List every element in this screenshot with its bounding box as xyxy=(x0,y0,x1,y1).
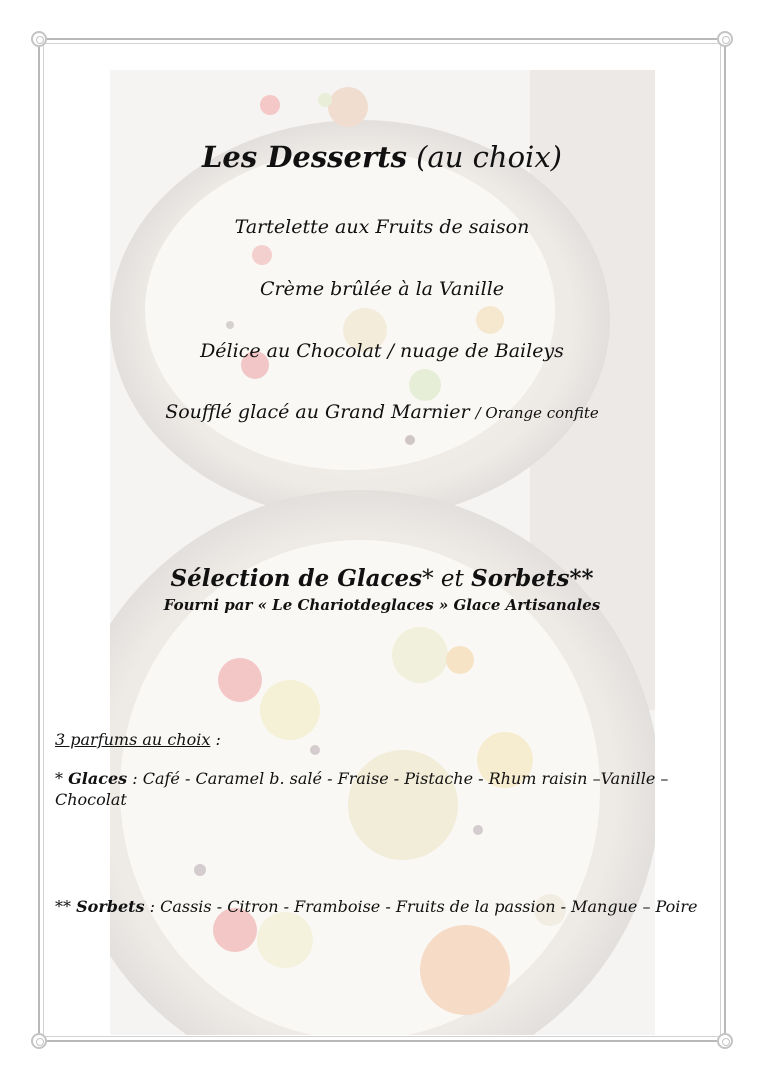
sorbets-prefix: ** xyxy=(55,897,77,916)
dish-extra: / Orange confite xyxy=(475,404,599,422)
glaces-prefix: * xyxy=(55,769,69,788)
glaces-list xyxy=(55,768,715,810)
corner-ornament-top-right xyxy=(717,31,733,47)
sorbets-flavors: : Cassis - Citron - Framboise - Fruits de la passion - Mangue – Poire xyxy=(144,897,698,916)
dish-item xyxy=(0,340,764,362)
dish-name: Soufflé glacé au Grand Marnier xyxy=(165,401,470,423)
glaces-title-part: Sélection de Glaces xyxy=(170,565,423,592)
ice-cream-supplier: Fourni par « Le Chariotdeglaces » Glace Artisanales xyxy=(163,596,601,614)
sorbets-label: Sorbets xyxy=(76,897,145,916)
ice-cream-section-title xyxy=(0,565,764,592)
corner-ornament-top-left xyxy=(31,31,47,47)
sorbets-list xyxy=(55,896,715,917)
page-border-inner xyxy=(43,43,721,1037)
menu-title-suffix: (au choix) xyxy=(416,140,562,174)
menu-title xyxy=(0,140,764,174)
glaces-label: Glaces xyxy=(68,769,128,788)
choice-line xyxy=(55,729,715,750)
sorbets-title-part: Sorbets xyxy=(471,565,570,592)
dish-name: Crème brûlée à la Vanille xyxy=(259,278,505,300)
glaces-asterisk: * xyxy=(422,566,434,592)
dish-name: Tartelette aux Fruits de saison xyxy=(234,216,530,238)
choice-label: 3 parfums au choix xyxy=(55,730,211,749)
glaces-conjunction: et xyxy=(433,566,472,592)
corner-ornament-bottom-left xyxy=(31,1033,47,1049)
corner-ornament-bottom-right xyxy=(717,1033,733,1049)
menu-title-main: Les Desserts xyxy=(201,140,407,174)
dish-item xyxy=(0,278,764,300)
glaces-flavors: : Café - Caramel b. salé - Fraise - Pistache - Rhum raisin –Vanille – Chocolat xyxy=(55,769,669,809)
dish-item xyxy=(0,401,764,423)
dish-item xyxy=(0,216,764,238)
choice-colon: : xyxy=(210,730,221,749)
dish-name: Délice au Chocolat / nuage de Baileys xyxy=(200,340,564,362)
sorbets-asterisk: ** xyxy=(569,565,594,592)
